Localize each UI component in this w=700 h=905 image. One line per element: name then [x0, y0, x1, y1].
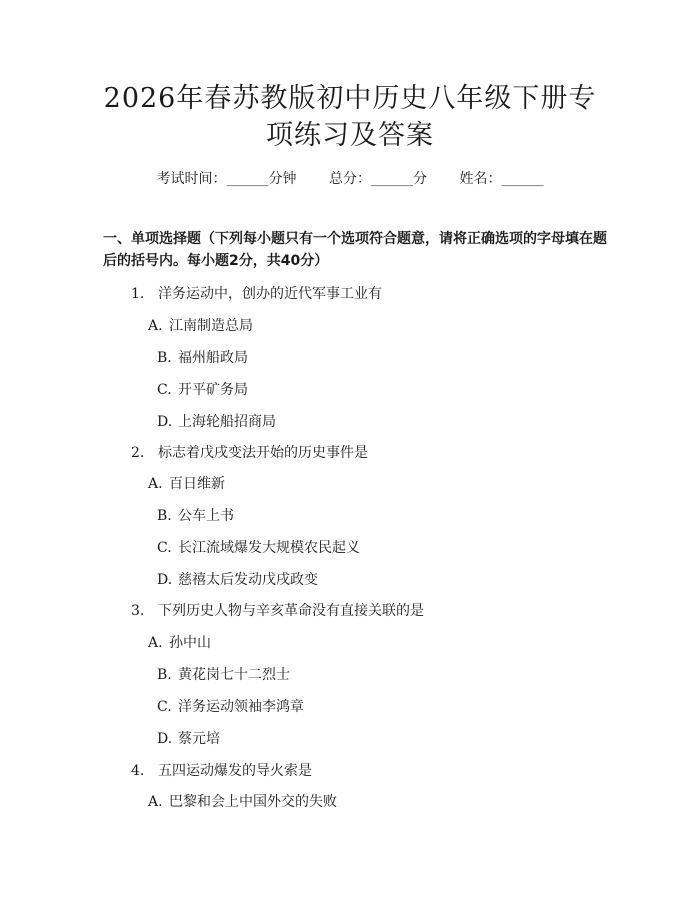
option-letter: D. — [157, 414, 173, 430]
exam-meta — [0, 168, 700, 188]
option-letter: B. — [157, 508, 172, 524]
total-score: 总分：______分 — [329, 171, 427, 187]
option-text: 孙中山 — [169, 635, 211, 651]
option-text: 开平矿务局 — [178, 382, 248, 398]
option-letter: A. — [148, 794, 163, 810]
question-text: 五四运动爆发的导火索是 — [158, 763, 312, 779]
question-1-option-c — [157, 379, 248, 399]
student-name: 姓名：______ — [459, 171, 544, 187]
question-number: 1. — [131, 286, 145, 302]
question-2-option-b — [157, 505, 234, 525]
option-text: 公车上书 — [178, 508, 234, 524]
question-text: 下列历史人物与辛亥革命没有直接关联的是 — [158, 603, 424, 619]
option-letter: B. — [157, 667, 172, 683]
option-text: 福州船政局 — [178, 350, 248, 366]
question-1 — [131, 283, 382, 303]
document-title: 2026年春苏教版初中历史八年级下册专项练习及答案 — [103, 83, 597, 151]
exam-time: 考试时间：______分钟 — [156, 171, 297, 187]
question-2-option-a — [148, 473, 225, 493]
question-1-option-a — [148, 315, 253, 335]
option-text: 巴黎和会上中国外交的失败 — [169, 794, 337, 810]
question-3-option-c — [157, 696, 304, 716]
option-letter: D. — [157, 572, 173, 588]
question-2 — [131, 442, 368, 462]
question-4-option-a — [148, 791, 337, 811]
option-letter: C. — [157, 699, 172, 715]
question-4 — [131, 760, 312, 780]
option-text: 上海轮船招商局 — [178, 414, 276, 430]
question-text: 标志着戊戌变法开始的历史事件是 — [158, 445, 368, 461]
question-number: 3. — [131, 603, 145, 619]
question-number: 4. — [131, 763, 145, 779]
option-text: 长江流域爆发大规模农民起义 — [178, 540, 360, 556]
question-3 — [131, 600, 424, 620]
option-text: 洋务运动领袖李鸿章 — [178, 699, 304, 715]
option-letter: A. — [148, 476, 163, 492]
question-3-option-a — [148, 632, 211, 652]
option-letter: A. — [148, 635, 163, 651]
option-letter: D. — [157, 731, 173, 747]
option-letter: B. — [157, 350, 172, 366]
option-text: 江南制造总局 — [169, 318, 253, 334]
option-text: 黄花岗七十二烈士 — [178, 667, 290, 683]
option-text: 蔡元培 — [178, 731, 220, 747]
question-number: 2. — [131, 445, 145, 461]
question-2-option-c — [157, 537, 360, 557]
question-1-option-b — [157, 347, 248, 367]
question-1-option-d — [157, 411, 276, 431]
question-text: 洋务运动中，创办的近代军事工业有 — [158, 286, 382, 302]
option-text: 慈禧太后发动戊戌政变 — [178, 572, 318, 588]
question-3-option-b — [157, 664, 290, 684]
option-text: 百日维新 — [169, 476, 225, 492]
option-letter: A. — [148, 318, 163, 334]
option-letter: C. — [157, 382, 172, 398]
option-letter: C. — [157, 540, 172, 556]
question-3-option-d — [157, 728, 220, 748]
question-2-option-d — [157, 569, 318, 589]
section-heading: 一、单项选择题（下列每小题只有一个选项符合题意，请将正确选项的字母填在题后的括号内。每小题2分，共40分） — [103, 231, 607, 269]
